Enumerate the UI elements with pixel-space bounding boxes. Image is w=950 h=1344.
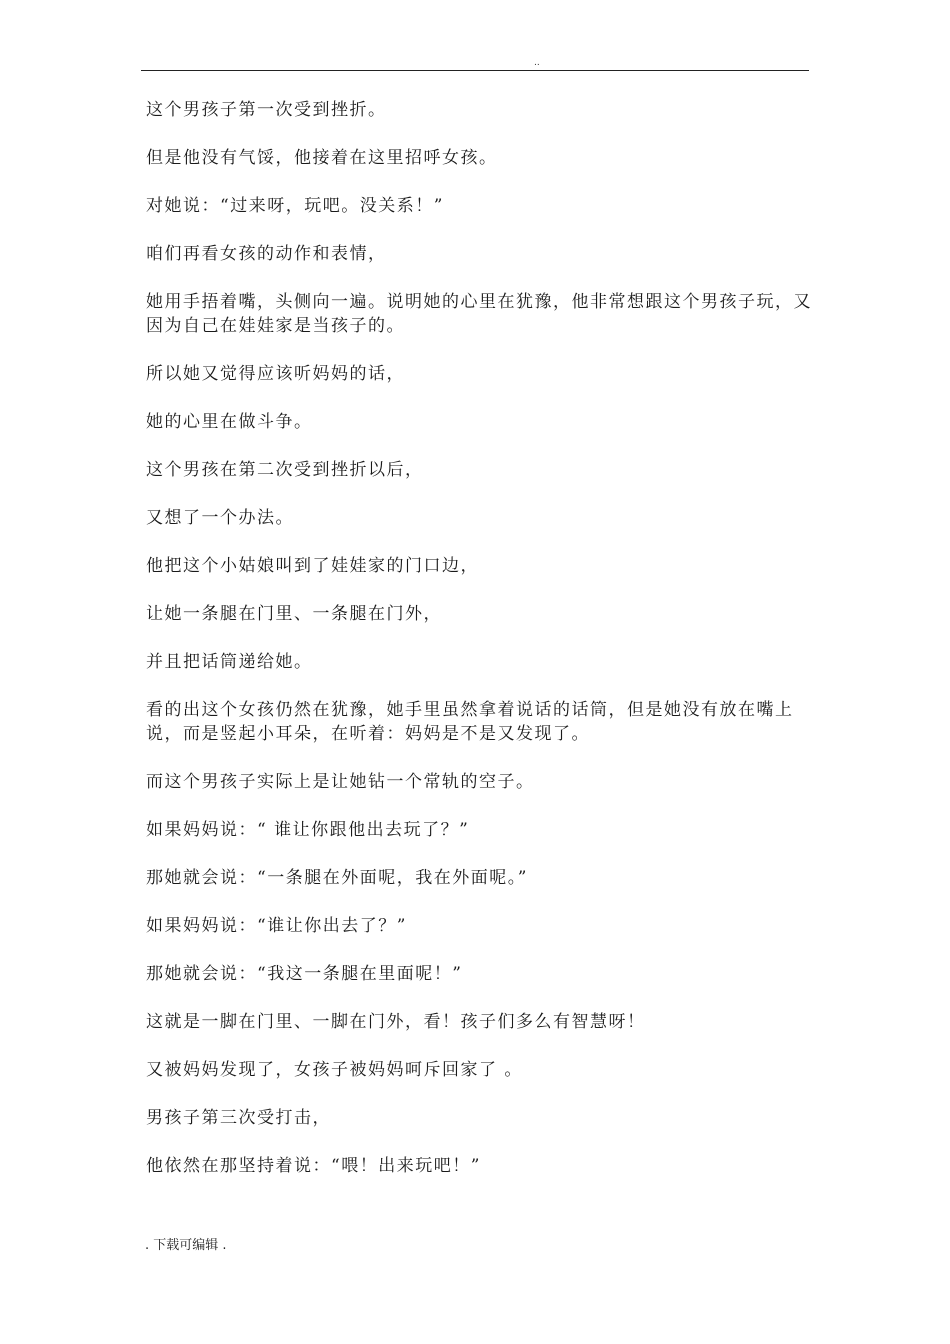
- paragraph: 所以她又觉得应该听妈妈的话，: [146, 364, 405, 384]
- paragraph: 那她就会说：“一条腿在外面呢，我在外面呢。”: [146, 868, 528, 888]
- paragraph: 但是他没有气馁，他接着在这里招呼女孩。: [146, 148, 498, 168]
- header-rule: [141, 70, 809, 71]
- paragraph: 又被妈妈发现了，女孩子被妈妈呵斥回家了 。: [146, 1060, 523, 1080]
- paragraph: 这个男孩子第一次受到挫折。: [146, 100, 387, 120]
- body-text: [146, 98, 812, 1202]
- paragraph: 并且把话筒递给她。: [146, 652, 313, 672]
- paragraph: 男孩子第三次受打击，: [146, 1108, 331, 1128]
- header-mark: ..: [534, 58, 540, 68]
- paragraph: 咱们再看女孩的动作和表情，: [146, 244, 387, 264]
- paragraph: 这个男孩在第二次受到挫折以后，: [146, 460, 424, 480]
- paragraph: 那她就会说：“我这一条腿在里面呢！”: [146, 964, 463, 984]
- paragraph: 她的心里在做斗争。: [146, 412, 313, 432]
- paragraph: 对她说：“过来呀，玩吧。没关系！”: [146, 196, 444, 216]
- footer-text: . 下载可编辑 .: [145, 1238, 227, 1253]
- paragraph: 让她一条腿在门里、一条腿在门外，: [146, 604, 442, 624]
- paragraph: 这就是一脚在门里、一脚在门外，看！孩子们多么有智慧呀！: [146, 1012, 646, 1032]
- paragraph: 而这个男孩子实际上是让她钻一个常轨的空子。: [146, 772, 535, 792]
- paragraph: 如果妈妈说：“ 谁让你跟他出去玩了？”: [146, 820, 470, 840]
- paragraph: 看的出这个女孩仍然在犹豫，她手里虽然拿着说话的话筒，但是她没有放在嘴上说，而是竖起小耳朵，在听着：妈妈是不是又发现了。: [146, 700, 794, 744]
- paragraph: 他把这个小姑娘叫到了娃娃家的门口边，: [146, 556, 479, 576]
- paragraph: 他依然在那坚持着说：“喂！出来玩吧！”: [146, 1156, 481, 1176]
- paragraph: 又想了一个办法。: [146, 508, 294, 528]
- paragraph: 如果妈妈说：“谁让你出去了？”: [146, 916, 407, 936]
- paragraph: 她用手捂着嘴，头侧向一遍。说明她的心里在犹豫，他非常想跟这个男孩子玩，又因为自己在娃娃家是当孩子的。: [146, 292, 812, 336]
